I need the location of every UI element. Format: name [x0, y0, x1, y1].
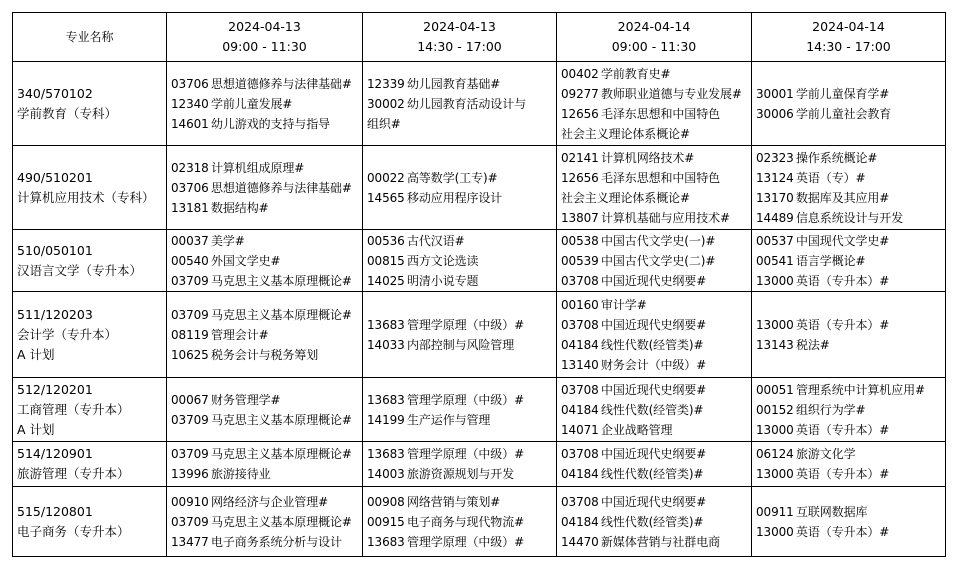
- course-code: 13996: [171, 467, 209, 481]
- session-cell: [557, 62, 752, 146]
- session-cell: [167, 378, 363, 442]
- major-cell: [13, 230, 167, 292]
- course-code: 03708: [561, 273, 599, 288]
- course-code: 00037: [171, 233, 209, 248]
- major-line: 电子商务（专升本）: [17, 523, 130, 539]
- course-name: 操作系统概论#: [796, 150, 878, 165]
- course-code: 03708: [561, 494, 599, 509]
- course-name: 计算机组成原理#: [211, 160, 305, 175]
- course-code: 13181: [171, 200, 209, 215]
- course-name: 中国古代文学史(二)#: [601, 253, 716, 268]
- course-line: [561, 124, 747, 144]
- course-code: 13683: [367, 447, 405, 461]
- course-name: 中国近现代史纲要#: [601, 447, 707, 461]
- major-line: 512/120201: [17, 381, 93, 397]
- course-name: 内部控制与风险管理: [407, 337, 515, 352]
- table-row: [13, 62, 946, 146]
- course-line: [756, 271, 941, 291]
- course-line: [561, 315, 747, 335]
- course-code: 02141: [561, 150, 599, 165]
- major-line: 514/120901: [17, 446, 93, 461]
- session-cell: [363, 487, 557, 557]
- session-header: 2024-04-13 09:00 - 11:30: [167, 13, 363, 62]
- course-code: 13807: [561, 210, 599, 225]
- course-code: 13683: [367, 392, 405, 407]
- course-code: 12339: [367, 76, 405, 91]
- course-line: [171, 345, 358, 365]
- course-code: 13000: [756, 422, 794, 437]
- course-code: 14003: [367, 467, 405, 481]
- course-name: 税法#: [796, 337, 830, 352]
- course-name: 计算机网络技术#: [601, 150, 695, 165]
- major-line: 旅游管理（专升本）: [17, 466, 130, 481]
- course-name: 管理学原理（中级）#: [407, 447, 525, 461]
- course-line: [756, 335, 941, 355]
- course-name: 马克思主义基本原理概论#: [211, 514, 352, 529]
- course-line: [561, 104, 747, 124]
- course-code: 04184: [561, 467, 599, 481]
- course-code: 13143: [756, 337, 794, 352]
- course-line: [171, 464, 358, 484]
- course-name: 毛泽东思想和中国特色: [601, 170, 721, 185]
- major-cell: [13, 378, 167, 442]
- session-cell: [557, 378, 752, 442]
- course-code: 00908: [367, 494, 405, 509]
- course-code: 12340: [171, 96, 209, 111]
- course-name: 财务管理学#: [211, 392, 281, 407]
- course-line: [171, 444, 358, 464]
- major-line: 490/510201: [17, 169, 93, 185]
- course-code: 13124: [756, 170, 794, 185]
- course-name: 电子商务系统分析与设计: [211, 534, 342, 549]
- major-line: A 计划: [17, 421, 55, 437]
- course-line: [561, 148, 747, 168]
- course-line: [367, 532, 552, 552]
- course-name: 英语（专升本）#: [796, 524, 890, 539]
- course-name: 互联网数据库: [796, 504, 868, 519]
- session-cell: [363, 146, 557, 230]
- course-code: 14199: [367, 412, 405, 427]
- course-name: 网络营销与策划#: [407, 494, 501, 509]
- course-name: 信息系统设计与开发: [796, 210, 904, 225]
- course-line: [171, 271, 358, 291]
- course-name: 英语（专）#: [796, 170, 866, 185]
- course-line: [561, 84, 747, 104]
- course-code: 03709: [171, 412, 209, 427]
- course-code: 03706: [171, 76, 209, 91]
- major-line: 学前教育（专科）: [17, 105, 118, 121]
- session-header: 2024-04-14 09:00 - 11:30: [557, 13, 752, 62]
- course-line: [561, 420, 747, 440]
- course-code: 00160: [561, 297, 599, 312]
- course-name: 社会主义理论体系概论#: [561, 126, 690, 141]
- course-line: [171, 512, 358, 532]
- course-line: [561, 335, 747, 355]
- session-header: 2024-04-13 14:30 - 17:00: [363, 13, 557, 62]
- course-code: 04184: [561, 337, 599, 352]
- course-name: 中国近现代史纲要#: [601, 317, 707, 332]
- course-line: [367, 114, 552, 134]
- course-line: [561, 380, 747, 400]
- course-code: 14071: [561, 422, 599, 437]
- session-cell: [363, 292, 557, 378]
- course-code: 00910: [171, 494, 209, 509]
- course-name: 组织行为学#: [796, 402, 866, 417]
- course-name: 教师职业道德与专业发展#: [601, 86, 742, 101]
- course-code: 14470: [561, 534, 599, 549]
- course-code: 00915: [367, 514, 405, 529]
- course-code: 13683: [367, 317, 405, 332]
- table-row: [13, 230, 946, 292]
- course-code: 30006: [756, 106, 794, 121]
- course-name: 管理会计#: [211, 327, 269, 342]
- course-line: [561, 64, 747, 84]
- course-line: [561, 355, 747, 375]
- course-code: 00022: [367, 170, 405, 185]
- course-code: 04184: [561, 514, 599, 529]
- course-line: [171, 410, 358, 430]
- course-line: [561, 231, 747, 251]
- session-cell: [167, 292, 363, 378]
- major-cell: [13, 442, 167, 487]
- major-cell: [13, 292, 167, 378]
- major-line: 511/120203: [17, 306, 93, 322]
- course-name: 马克思主义基本原理概论#: [211, 447, 352, 461]
- course-name: 幼儿游戏的支持与指导: [211, 116, 331, 131]
- course-name: 线性代数(经管类)#: [601, 337, 704, 352]
- course-line: [171, 94, 358, 114]
- course-line: [756, 522, 941, 542]
- course-line: [561, 251, 747, 271]
- course-name: 管理学原理（中级）#: [407, 534, 525, 549]
- course-line: [171, 74, 358, 94]
- course-code: 14565: [367, 190, 405, 205]
- major-line: 340/570102: [17, 85, 93, 101]
- course-name: 网络经济与企业管理#: [211, 494, 329, 509]
- course-name: 新媒体营销与社群电商: [601, 534, 721, 549]
- course-name: 高等数学(工专)#: [407, 170, 498, 185]
- course-name: 中国古代文学史(一)#: [601, 233, 716, 248]
- course-line: [756, 168, 941, 188]
- course-line: [171, 114, 358, 134]
- course-code: 13000: [756, 273, 794, 288]
- major-line: 510/050101: [17, 242, 93, 258]
- exam-schedule-table: [12, 12, 946, 557]
- course-line: [171, 158, 358, 178]
- session-cell: [557, 487, 752, 557]
- course-name: 移动应用程序设计: [407, 190, 503, 205]
- course-line: [171, 390, 358, 410]
- course-code: 12656: [561, 106, 599, 121]
- major-cell: [13, 146, 167, 230]
- course-line: [367, 464, 552, 484]
- session-cell: [752, 62, 946, 146]
- major-line: 会计学（专升本）: [17, 326, 118, 342]
- course-code: 13683: [367, 534, 405, 549]
- course-code: 03709: [171, 514, 209, 529]
- course-name: 审计学#: [601, 297, 647, 312]
- table-row: [13, 442, 946, 487]
- course-code: 03708: [561, 382, 599, 397]
- course-code: 03708: [561, 317, 599, 332]
- course-name: 思想道德修养与法律基础#: [211, 180, 352, 195]
- course-code: 13140: [561, 357, 599, 372]
- course-code: 14601: [171, 116, 209, 131]
- course-code: 00538: [561, 233, 599, 248]
- course-name: 生产运作与管理: [407, 412, 491, 427]
- course-code: 00067: [171, 392, 209, 407]
- course-line: [561, 444, 747, 464]
- course-name: 中国现代文学史#: [796, 233, 890, 248]
- course-line: [171, 305, 358, 325]
- course-code: 03708: [561, 447, 599, 461]
- major-line: 工商管理（专升本）: [17, 401, 130, 417]
- session-cell: [752, 146, 946, 230]
- course-code: 12656: [561, 170, 599, 185]
- course-code: 00541: [756, 253, 794, 268]
- session-cell: [167, 62, 363, 146]
- course-name: 明清小说专题: [407, 273, 479, 288]
- session-cell: [167, 487, 363, 557]
- course-code: 00152: [756, 402, 794, 417]
- course-line: [367, 410, 552, 430]
- course-code: 13000: [756, 524, 794, 539]
- session-cell: [752, 487, 946, 557]
- session-cell: [557, 146, 752, 230]
- course-line: [367, 390, 552, 410]
- session-cell: [752, 292, 946, 378]
- course-line: [367, 251, 552, 271]
- course-name: 学前儿童发展#: [211, 96, 293, 111]
- course-line: [561, 400, 747, 420]
- course-code: 09277: [561, 86, 599, 101]
- major-cell: [13, 62, 167, 146]
- course-name: 管理系统中计算机应用#: [796, 382, 925, 397]
- course-line: [367, 315, 552, 335]
- course-code: 00911: [756, 504, 794, 519]
- course-name: 外国文学史#: [211, 253, 281, 268]
- course-name: 管理学原理（中级）#: [407, 392, 525, 407]
- course-line: [756, 464, 941, 484]
- course-name: 中国近现代史纲要#: [601, 494, 707, 509]
- course-name: 学前教育史#: [601, 66, 671, 81]
- course-line: [367, 512, 552, 532]
- course-line: [171, 325, 358, 345]
- course-name: 古代汉语#: [407, 233, 465, 248]
- course-name: 中国近现代史纲要#: [601, 382, 707, 397]
- course-line: [756, 84, 941, 104]
- course-name: 幼儿园教育活动设计与: [407, 96, 527, 111]
- session-cell: [363, 378, 557, 442]
- course-name: 线性代数(经管类)#: [601, 402, 704, 417]
- course-name: 企业战略管理: [601, 422, 673, 437]
- course-line: [756, 251, 941, 271]
- course-name: 毛泽东思想和中国特色: [601, 106, 721, 121]
- course-name: 线性代数(经管类)#: [601, 514, 704, 529]
- session-cell: [363, 62, 557, 146]
- course-line: [756, 400, 941, 420]
- course-name: 财务会计（中级）#: [601, 357, 707, 372]
- course-name: 英语（专升本）#: [796, 422, 890, 437]
- course-line: [756, 104, 941, 124]
- course-name: 英语（专升本）#: [796, 317, 890, 332]
- course-name: 学前儿童保育学#: [796, 86, 890, 101]
- course-name: 旅游接待业: [211, 467, 271, 481]
- session-cell: [752, 230, 946, 292]
- course-line: [756, 188, 941, 208]
- course-code: 13477: [171, 534, 209, 549]
- course-line: [561, 532, 747, 552]
- course-code: 14489: [756, 210, 794, 225]
- course-name: 思想道德修养与法律基础#: [211, 76, 352, 91]
- course-code: 14025: [367, 273, 405, 288]
- session-cell: [752, 442, 946, 487]
- course-code: 30002: [367, 96, 405, 111]
- table-row: [13, 292, 946, 378]
- major-column-header: 专业名称: [13, 13, 167, 62]
- course-line: [367, 231, 552, 251]
- course-code: 02318: [171, 160, 209, 175]
- course-name: 旅游资源规划与开发: [407, 467, 515, 481]
- course-code: 00536: [367, 233, 405, 248]
- course-name: 组织#: [367, 116, 401, 131]
- course-code: 00402: [561, 66, 599, 81]
- course-line: [756, 502, 941, 522]
- course-name: 幼儿园教育基础#: [407, 76, 501, 91]
- course-line: [367, 74, 552, 94]
- course-code: 13170: [756, 190, 794, 205]
- course-line: [171, 532, 358, 552]
- course-name: 计算机基础与应用技术#: [601, 210, 730, 225]
- session-header: 2024-04-14 14:30 - 17:00: [752, 13, 946, 62]
- major-line: A 计划: [17, 346, 55, 362]
- course-code: 00540: [171, 253, 209, 268]
- session-cell: [363, 442, 557, 487]
- course-line: [756, 380, 941, 400]
- course-name: 英语（专升本）#: [796, 273, 890, 288]
- course-line: [561, 295, 747, 315]
- course-line: [367, 188, 552, 208]
- course-line: [561, 168, 747, 188]
- major-line: 汉语言文学（专升本）: [17, 262, 143, 278]
- major-cell: [13, 487, 167, 557]
- course-code: 08119: [171, 327, 209, 342]
- course-line: [561, 512, 747, 532]
- course-line: [756, 315, 941, 335]
- course-line: [171, 251, 358, 271]
- course-code: 13000: [756, 317, 794, 332]
- course-line: [756, 208, 941, 228]
- course-code: 10625: [171, 347, 209, 362]
- course-line: [756, 231, 941, 251]
- session-cell: [167, 442, 363, 487]
- course-name: 数据库及其应用#: [796, 190, 890, 205]
- session-cell: [167, 230, 363, 292]
- course-code: 03706: [171, 180, 209, 195]
- course-line: [561, 208, 747, 228]
- course-name: 管理学原理（中级）#: [407, 317, 525, 332]
- session-cell: [557, 292, 752, 378]
- course-code: 14033: [367, 337, 405, 352]
- course-name: 马克思主义基本原理概论#: [211, 273, 352, 288]
- course-name: 马克思主义基本原理概论#: [211, 307, 352, 322]
- table-row: [13, 378, 946, 442]
- course-code: 03709: [171, 307, 209, 322]
- course-name: 社会主义理论体系概论#: [561, 190, 690, 205]
- course-line: [367, 168, 552, 188]
- course-code: 00051: [756, 382, 794, 397]
- table-row: [13, 487, 946, 557]
- course-code: 13000: [756, 467, 794, 481]
- course-code: 06124: [756, 447, 794, 461]
- course-code: 30001: [756, 86, 794, 101]
- course-code: 00537: [756, 233, 794, 248]
- course-line: [561, 271, 747, 291]
- course-line: [561, 492, 747, 512]
- course-line: [171, 198, 358, 218]
- course-line: [367, 94, 552, 114]
- course-name: 语言学概论#: [796, 253, 866, 268]
- course-name: 马克思主义基本原理概论#: [211, 412, 352, 427]
- course-name: 美学#: [211, 233, 245, 248]
- session-cell: [363, 230, 557, 292]
- course-line: [561, 188, 747, 208]
- course-code: 02323: [756, 150, 794, 165]
- course-name: 税务会计与税务筹划: [211, 347, 319, 362]
- course-name: 西方文论选读: [407, 253, 479, 268]
- course-line: [367, 271, 552, 291]
- course-name: 学前儿童社会教育: [796, 106, 892, 121]
- course-name: 线性代数(经管类)#: [601, 467, 704, 481]
- course-line: [756, 148, 941, 168]
- course-name: 数据结构#: [211, 200, 269, 215]
- course-line: [171, 492, 358, 512]
- session-cell: [752, 378, 946, 442]
- course-code: 00539: [561, 253, 599, 268]
- course-name: 中国近现代史纲要#: [601, 273, 707, 288]
- course-code: 03709: [171, 273, 209, 288]
- table-row: [13, 146, 946, 230]
- course-name: 旅游文化学: [796, 447, 856, 461]
- course-line: [367, 335, 552, 355]
- course-code: 04184: [561, 402, 599, 417]
- course-line: [561, 464, 747, 484]
- major-line: 计算机应用技术（专科）: [17, 189, 155, 205]
- course-name: 电子商务与现代物流#: [407, 514, 525, 529]
- session-cell: [167, 146, 363, 230]
- course-line: [367, 492, 552, 512]
- course-line: [171, 178, 358, 198]
- header-row: [13, 13, 946, 62]
- course-line: [171, 231, 358, 251]
- session-cell: [557, 230, 752, 292]
- major-line: 515/120801: [17, 503, 93, 519]
- course-line: [367, 444, 552, 464]
- course-name: 英语（专升本）#: [796, 467, 890, 481]
- course-code: 03709: [171, 447, 209, 461]
- course-line: [756, 444, 941, 464]
- session-cell: [557, 442, 752, 487]
- course-line: [756, 420, 941, 440]
- course-code: 00815: [367, 253, 405, 268]
